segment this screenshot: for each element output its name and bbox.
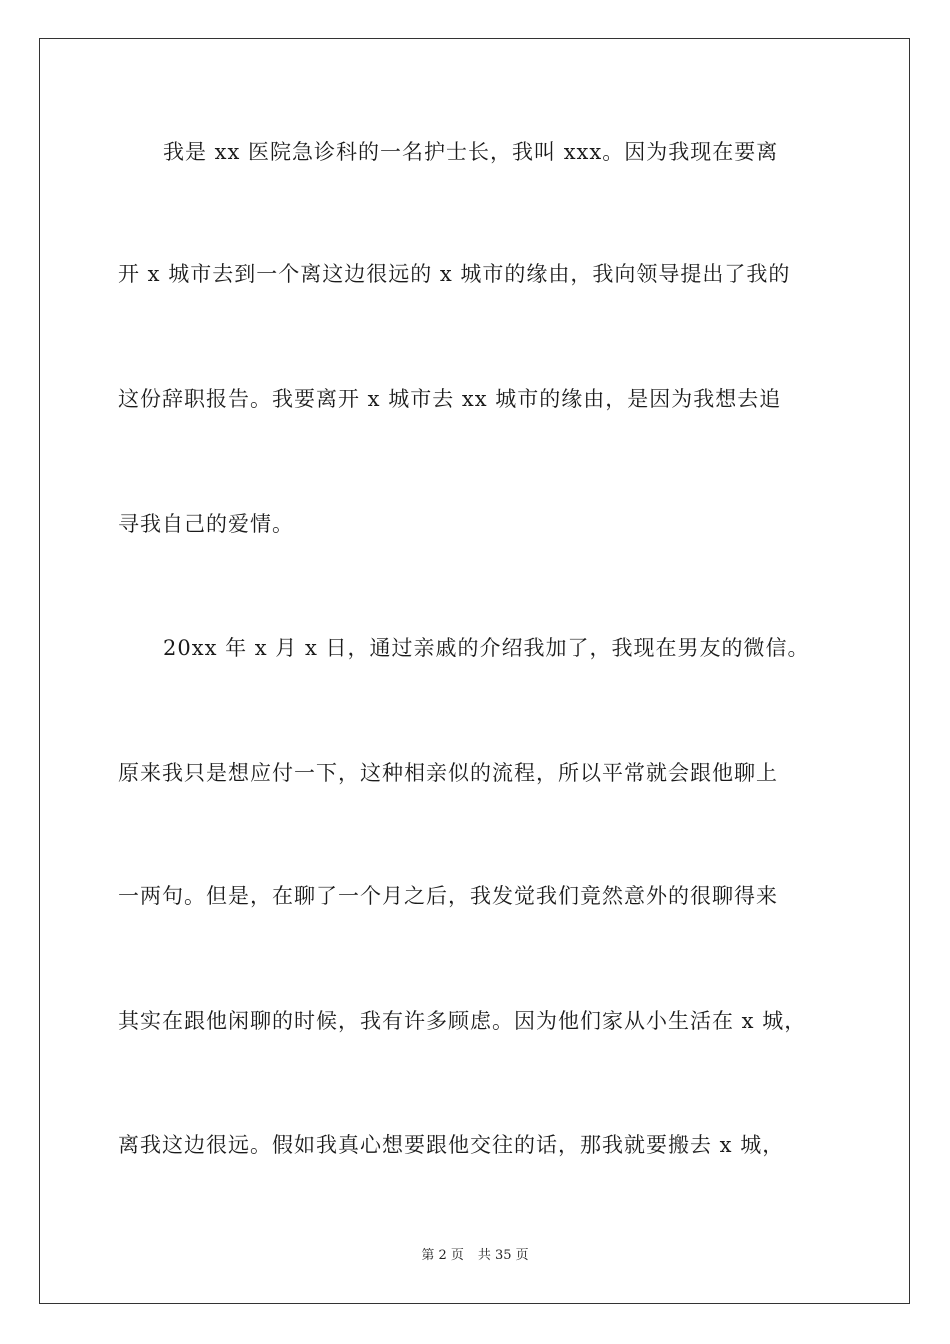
paragraph-1-line-1: 我是 xx 医院急诊科的一名护士长，我叫 xxx。因为我现在要离: [163, 140, 779, 164]
paragraph-1-line-2: 开 x 城市去到一个离这边很远的 x 城市的缘由，我向领导提出了我的: [118, 262, 791, 286]
page-total: 共 35 页: [477, 1248, 529, 1263]
paragraph-2-line-1: 20xx 年 x 月 x 日，通过亲戚的介绍我加了，我现在男友的微信。: [163, 636, 810, 660]
paragraph-1-line-4: 寻我自己的爱情。: [118, 512, 294, 536]
paragraph-2-line-2: 原来我只是想应付一下，这种相亲似的流程，所以平常就会跟他聊上: [118, 761, 778, 785]
paragraph-1-line-3: 这份辞职报告。我要离开 x 城市去 xx 城市的缘由，是因为我想去追: [118, 387, 782, 411]
page-border: [39, 38, 910, 1304]
paragraph-2-line-4: 其实在跟他闲聊的时候，我有许多顾虑。因为他们家从小生活在 x 城，: [118, 1009, 807, 1033]
page-number: 第 2 页: [421, 1248, 464, 1263]
paragraph-2-line-3: 一两句。但是，在聊了一个月之后，我发觉我们竟然意外的很聊得来: [118, 884, 778, 908]
page-footer: [0, 1247, 950, 1265]
paragraph-2-line-5: 离我这边很远。假如我真心想要跟他交往的话，那我就要搬去 x 城，: [118, 1133, 785, 1157]
